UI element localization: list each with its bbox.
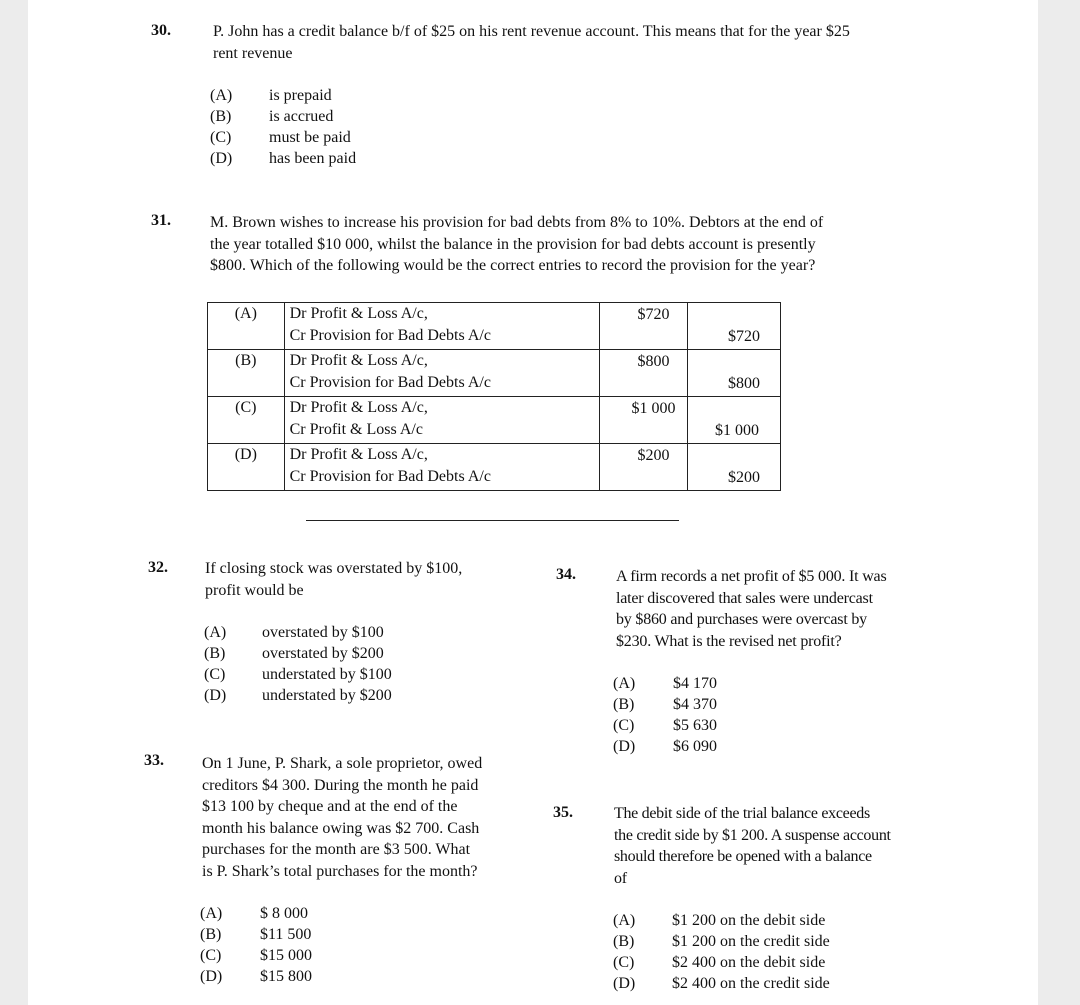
- option-list: [210, 85, 470, 169]
- question-text: On 1 June, P. Shark, a sole proprietor, owed creditors $4 300. During the month he paid $13 100 by cheque and at the end of the month his balance owing was $2 700. Cash purchases for the month are $3 500. What is P. Shark’s total purchases for the month?: [202, 755, 483, 880]
- option-d[interactable]: (D) $15 800: [200, 968, 312, 985]
- option-d[interactable]: (D) $2 400 on the credit side: [613, 975, 830, 992]
- question-text: If closing stock was overstated by $100, profit would be: [205, 560, 463, 599]
- option-c[interactable]: (C) must be paid: [210, 129, 351, 146]
- option-a[interactable]: (A) is prepaid: [210, 87, 332, 104]
- question-number: 32.: [148, 559, 168, 576]
- question-text: M. Brown wishes to increase his provision for bad debts from 8% to 10%. Debtors at the end of the year totalled $10 000, whilst the balance in the provision for bad debts account is presently $800. Which of the following would be the correct entries to record the provision for the year?: [210, 214, 824, 274]
- question-number: 31.: [151, 212, 171, 229]
- question-number: 34.: [556, 566, 576, 583]
- option-b[interactable]: (B) $1 200 on the credit side: [613, 933, 830, 950]
- option-d[interactable]: (D) $6 090: [613, 738, 717, 755]
- option-a[interactable]: (A) $1 200 on the debit side: [613, 912, 826, 929]
- option-list: [613, 910, 873, 994]
- journal-entries-table: [207, 302, 781, 491]
- question-number: 35.: [553, 804, 573, 821]
- option-b[interactable]: (B) is accrued: [210, 108, 334, 125]
- question-number: 30.: [151, 22, 171, 39]
- option-list: [613, 673, 813, 757]
- option-list: [204, 622, 454, 706]
- option-d[interactable]: (D) understated by $200: [204, 687, 392, 704]
- question-number: 33.: [144, 752, 164, 769]
- option-b[interactable]: (B) $4 370: [613, 696, 717, 713]
- table-row[interactable]: (B) Dr Profit & Loss A/c, Cr Provision for Bad Debts A/c $800 $800: [208, 350, 781, 397]
- question-text: The debit side of the trial balance exceeds the credit side by $1 200. A suspense account should therefore be opened with a balance of: [614, 805, 891, 887]
- option-c[interactable]: (C) understated by $100: [204, 666, 392, 683]
- option-d[interactable]: (D) has been paid: [210, 150, 357, 167]
- option-list: [200, 903, 400, 987]
- option-a[interactable]: (A) overstated by $100: [204, 624, 384, 641]
- option-b[interactable]: (B) overstated by $200: [204, 645, 384, 662]
- option-b[interactable]: (B) $11 500: [200, 926, 312, 943]
- option-c[interactable]: (C) $2 400 on the debit side: [613, 954, 826, 971]
- table-row[interactable]: (D) Dr Profit & Loss A/c, Cr Provision for Bad Debts A/c $200 $200: [208, 444, 781, 491]
- option-a[interactable]: (A) $ 8 000: [200, 905, 308, 922]
- question-text: A firm records a net profit of $5 000. It was later discovered that sales were undercast by $860 and purchases were overcast by $230. What is the revised net profit?: [616, 568, 887, 650]
- question-text: P. John has a credit balance b/f of $25 on his rent revenue account. This means that for the year $25 rent revenue: [213, 23, 850, 62]
- option-c[interactable]: (C) $15 000: [200, 947, 312, 964]
- section-divider: [306, 520, 679, 521]
- table-row[interactable]: (C) Dr Profit & Loss A/c, Cr Profit & Loss A/c $1 000 $1 000: [208, 397, 781, 444]
- option-a[interactable]: (A) $4 170: [613, 675, 717, 692]
- option-c[interactable]: (C) $5 630: [613, 717, 717, 734]
- table-row[interactable]: (A) Dr Profit & Loss A/c, Cr Provision for Bad Debts A/c $720 $720: [208, 303, 781, 350]
